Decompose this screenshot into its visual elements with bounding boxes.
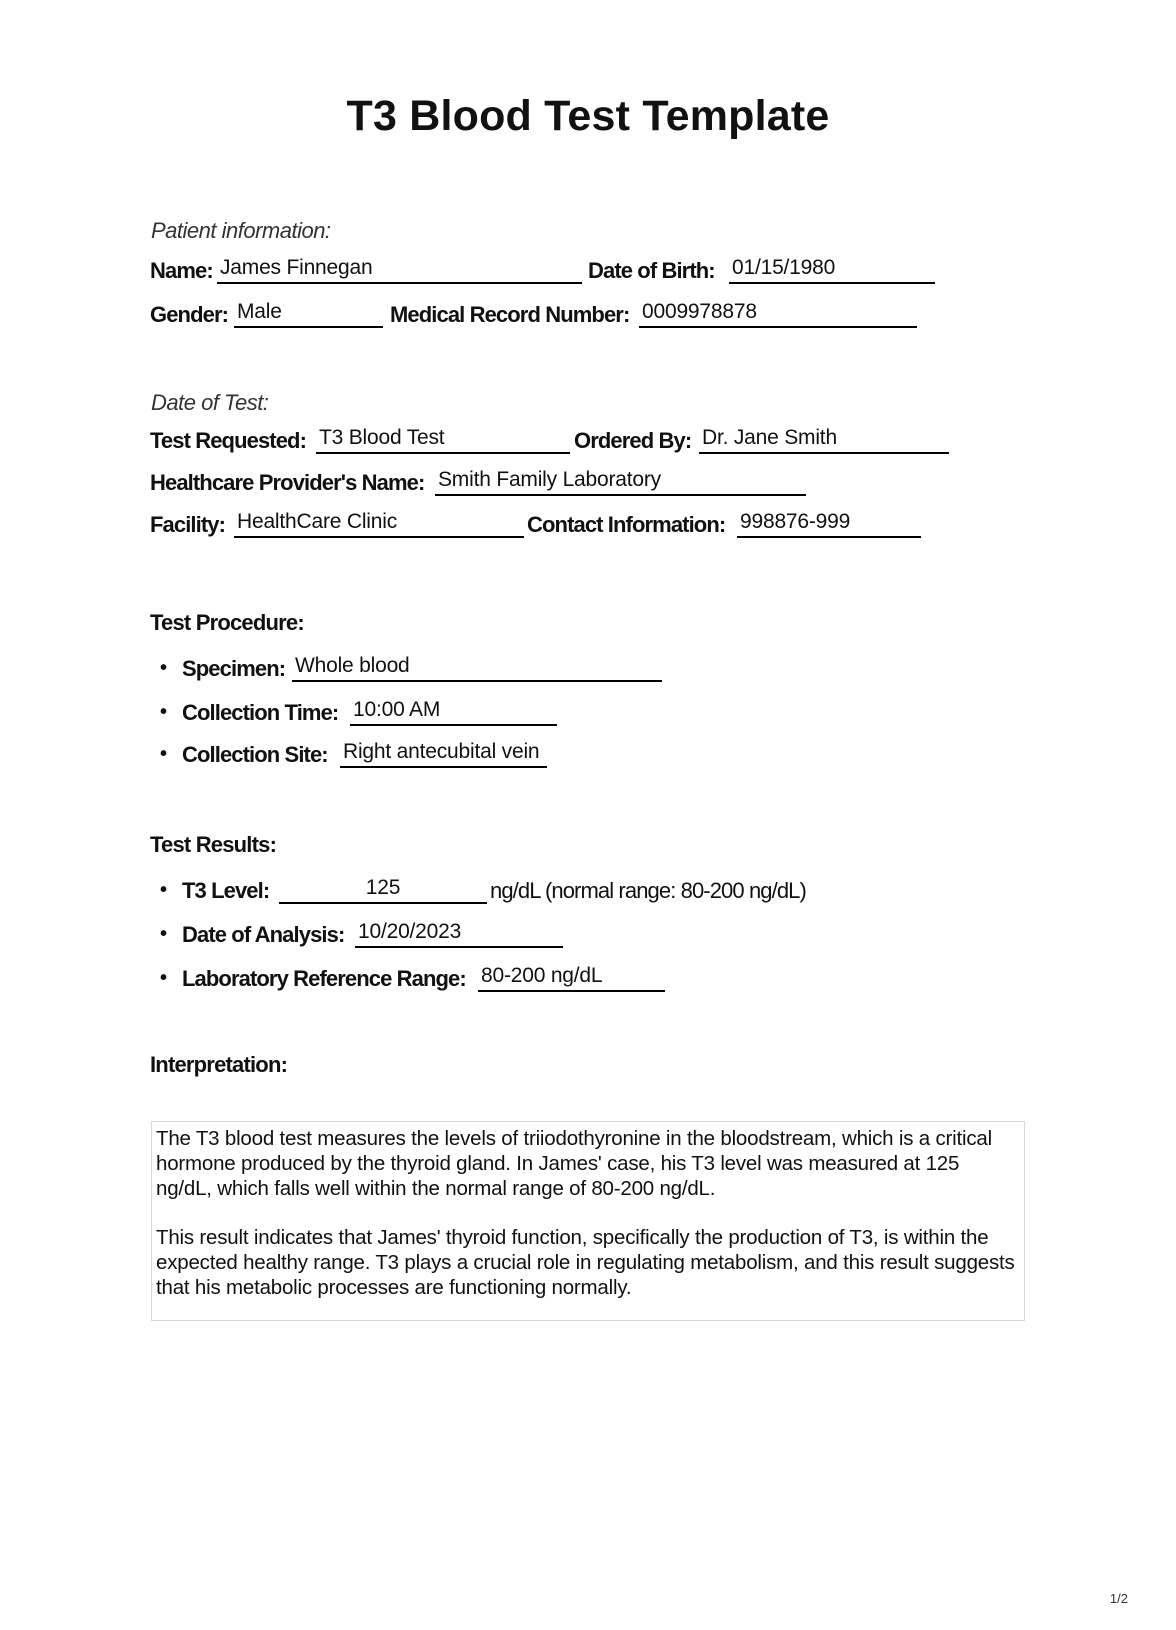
gender-value: Male bbox=[237, 300, 282, 323]
gender-field[interactable] bbox=[234, 292, 383, 328]
name-value: James Finnegan bbox=[220, 256, 373, 279]
page-title: T3 Blood Test Template bbox=[346, 92, 830, 140]
facility-row bbox=[150, 504, 950, 544]
collection-time-row bbox=[182, 692, 782, 732]
mrn-value: 0009978878 bbox=[642, 300, 757, 323]
bullet-icon: • bbox=[160, 743, 168, 765]
patient-info-heading: Patient information: bbox=[151, 218, 331, 243]
collection-site-value: Right antecubital vein bbox=[343, 740, 540, 763]
collection-time-field[interactable] bbox=[350, 690, 557, 726]
reference-range-field[interactable] bbox=[478, 956, 665, 992]
test-requested-row bbox=[150, 420, 970, 460]
collection-site-row bbox=[182, 734, 782, 774]
provider-row bbox=[150, 462, 950, 502]
facility-field[interactable] bbox=[234, 502, 524, 538]
collection-site-label: Collection Site: bbox=[182, 742, 328, 767]
specimen-row bbox=[182, 648, 782, 688]
test-requested-value: T3 Blood Test bbox=[319, 426, 445, 449]
collection-time-value: 10:00 AM bbox=[353, 698, 441, 721]
mrn-label: Medical Record Number: bbox=[390, 302, 630, 327]
collection-site-field[interactable] bbox=[340, 732, 547, 768]
analysis-date-value: 10/20/2023 bbox=[358, 920, 462, 943]
provider-field[interactable] bbox=[435, 460, 806, 496]
bullet-icon: • bbox=[160, 879, 168, 901]
interpretation-heading: Interpretation: bbox=[150, 1052, 288, 1077]
page-number: 1/2 bbox=[1109, 1591, 1128, 1606]
interpretation-paragraph: This result indicates that James' thyroid function, specifically the production of T3, is within the expected healthy range. T3 plays a crucial role in regulating metabolism, and this result suggests that his metabolic processes are functioning normally. bbox=[156, 1226, 1015, 1299]
mrn-field[interactable] bbox=[639, 292, 917, 328]
specimen-label: Specimen: bbox=[182, 656, 286, 681]
facility-value: HealthCare Clinic bbox=[237, 510, 397, 533]
date-of-test-heading: Date of Test: bbox=[151, 390, 269, 415]
ordered-by-field[interactable] bbox=[699, 418, 949, 454]
contact-value: 998876-999 bbox=[740, 510, 851, 533]
name-field[interactable] bbox=[217, 248, 582, 284]
provider-value: Smith Family Laboratory bbox=[438, 468, 661, 491]
analysis-date-label: Date of Analysis: bbox=[182, 922, 345, 947]
ordered-by-label: Ordered By: bbox=[574, 428, 692, 453]
t3-level-row bbox=[182, 870, 882, 910]
dob-label: Date of Birth: bbox=[588, 258, 715, 283]
bullet-icon: • bbox=[160, 701, 168, 723]
analysis-date-field[interactable] bbox=[355, 912, 563, 948]
specimen-value: Whole blood bbox=[295, 654, 410, 677]
analysis-date-row bbox=[182, 914, 782, 954]
provider-label: Healthcare Provider's Name: bbox=[150, 470, 425, 495]
interpretation-paragraph: The T3 blood test measures the levels of triiodothyronine in the bloodstream, which is a critical hormone produced by the thyroid gland. In James' case, his T3 level was measured at 125 ng/dL, which falls well within the normal range of 80-200 ng/dL. bbox=[156, 1127, 992, 1200]
bullet-icon: • bbox=[160, 923, 168, 945]
reference-range-label: Laboratory Reference Range: bbox=[182, 966, 466, 991]
t3-unit-note: ng/dL (normal range: 80-200 ng/dL) bbox=[490, 878, 806, 903]
ordered-by-value: Dr. Jane Smith bbox=[702, 426, 837, 449]
contact-field[interactable] bbox=[737, 502, 921, 538]
test-procedure-heading: Test Procedure: bbox=[150, 610, 304, 635]
interpretation-text-box[interactable] bbox=[151, 1121, 1025, 1321]
collection-time-label: Collection Time: bbox=[182, 700, 339, 725]
reference-range-value: 80-200 ng/dL bbox=[481, 964, 603, 987]
test-requested-field[interactable] bbox=[316, 418, 570, 454]
contact-label: Contact Information: bbox=[527, 512, 726, 537]
dob-value: 01/15/1980 bbox=[732, 256, 836, 279]
specimen-field[interactable] bbox=[292, 646, 662, 682]
reference-range-row bbox=[182, 958, 782, 998]
gender-row bbox=[150, 294, 950, 334]
name-row bbox=[150, 250, 950, 290]
facility-label: Facility: bbox=[150, 512, 226, 537]
t3-level-label: T3 Level: bbox=[182, 878, 270, 903]
t3-level-value: 125 bbox=[365, 876, 401, 899]
dob-field[interactable] bbox=[729, 248, 935, 284]
test-requested-label: Test Requested: bbox=[150, 428, 307, 453]
bullet-icon: • bbox=[160, 657, 168, 679]
t3-level-field[interactable] bbox=[279, 868, 487, 904]
test-results-heading: Test Results: bbox=[150, 832, 277, 857]
bullet-icon: • bbox=[160, 967, 168, 989]
gender-label: Gender: bbox=[150, 302, 229, 327]
name-label: Name: bbox=[150, 258, 213, 283]
